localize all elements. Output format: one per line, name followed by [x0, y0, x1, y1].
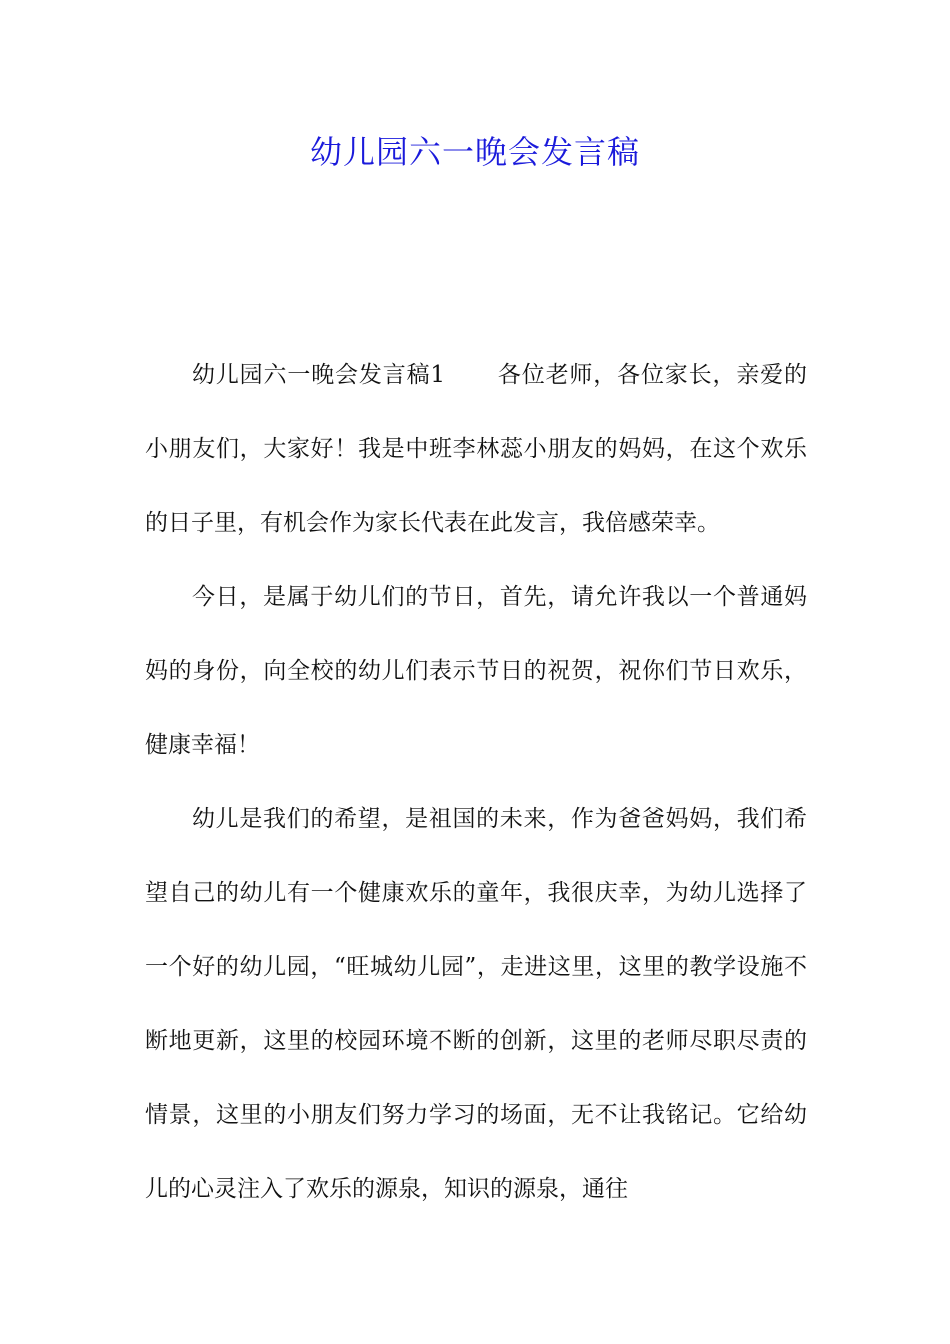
speech-heading: 幼儿园六一晚会发言稿1 [192, 362, 446, 388]
paragraph-2: 今日，是属于幼儿们的节日，首先，请允许我以一个普通妈妈的身份，向全校的幼儿们表示节日的祝贺，祝你们节日欢乐，健康幸福！ [145, 584, 807, 758]
paragraph-1-text: 各位老师，各位家长，亲爱的小朋友们，大家好！我是中班李林蕊小朋友的妈妈，在这个欢乐的日子里，有机会作为家长代表在此发言，我倍感荣幸。 [145, 362, 808, 536]
paragraph-1 [145, 338, 807, 560]
document-title: 幼儿园六一晚会发言稿 [309, 133, 640, 171]
paragraph-3: 幼儿是我们的希望，是祖国的未来，作为爸爸妈妈，我们希望自己的幼儿有一个健康欢乐的童年，我很庆幸，为幼儿选择了一个好的幼儿园，“旺城幼儿园”，走进这里，这里的教学设施不断地更新，这里的校园环境不断的创新，这里的老师尽职尽责的情景，这里的小朋友们努力学习的场面，无不让我铭记。它给幼儿的心灵注入了欢乐的源泉，知识的源泉，通往 [145, 806, 807, 1202]
document-body [145, 338, 807, 1226]
